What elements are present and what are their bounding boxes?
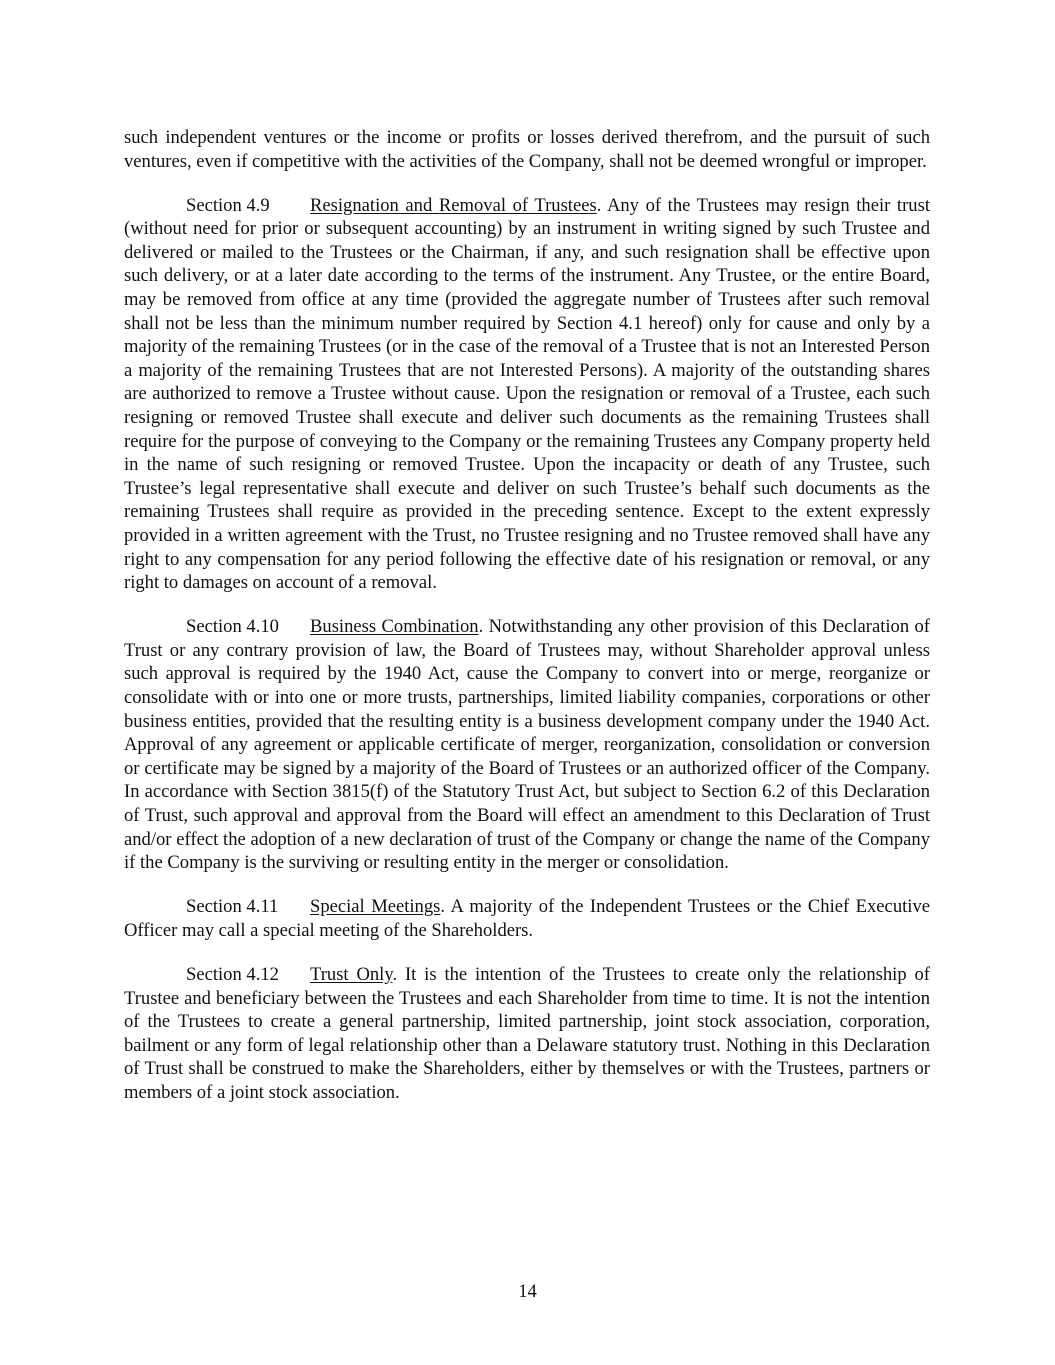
section-title: Special Meetings xyxy=(310,896,441,918)
section-body: . It is the intention of the Trustees to create only the relationship of Trustee and beneficiary between the Trustees and each Shareholder from time to time. It is not the intention of the Trustees to create a general partnership, limited partnership, joint stock association, corporation, bailment or any form of legal relationship other than a Delaware statutory trust. Nothing in this Declaration of Trust shall be construed to make the Shareholders, either by themselves or with the Trustees, partners or members of a joint stock association. xyxy=(124,964,930,1103)
section-body: . A majority of the Independent Trustees or the Chief Executive Officer may call a special meeting of the Shareholders. xyxy=(124,896,930,941)
section-4-10 xyxy=(124,615,930,875)
section-title: Business Combination xyxy=(310,616,479,638)
section-title: Trust Only xyxy=(310,964,393,985)
section-title: Resignation and Removal of Trustees xyxy=(310,194,597,216)
section-4-12 xyxy=(124,963,930,1105)
intro-paragraph: such independent ventures or the income or profits or losses derived therefrom, and the pursuit of such ventures, even if competitive with the activities of the Company, shall not be deemed wrongful or improper. xyxy=(124,127,930,172)
section-4-11 xyxy=(124,895,930,942)
document-page xyxy=(124,126,930,1125)
section-body: . Any of the Trustees may resign their trust (without need for prior or subsequent accounting) by an instrument in writing signed by such Trustee and delivered or mailed to the Trustees or the Chairman, if any, and such resignation shall be effective upon such delivery, or at a later date according to the terms of the instrument. Any Trustee, or the entire Board, may be removed from office at any time (provided the aggregate number of Trustees after such removal shall not be less than the minimum number required by Section 4.1 hereof) only for cause and only by a majority of the remaining Trustees (or in the case of the removal of a Trustee that is not an Interested Person a majority of the remaining Trustees that are not Interested Persons). A majority of the outstanding shares are authorized to remove a Trustee without cause. Upon the resignation or removal of a Trustee, each such resigning or removed Trustee shall execute and deliver such documents as the remaining Trustees shall require for the purpose of conveying to the Company or the remaining Trustees any Company property held in the name of such resigning or removed Trustee. Upon the incapacity or death of any Trustee, such Trustee’s legal representative shall execute and deliver on such Trustee’s behalf such documents as the remaining Trustees shall require as provided in the preceding sentence. Except to the extent expressly provided in a written agreement with the Trust, no Trustee resigning and no Trustee removed shall have any right to any compensation for any period following the effective date of his resignation or removal, or any right to damages on account of a removal. xyxy=(124,194,930,594)
section-number: Section 4.12 xyxy=(186,964,279,985)
section-number: Section 4.11 xyxy=(186,896,279,918)
section-number: Section 4.10 xyxy=(186,616,279,638)
page-number: 14 xyxy=(518,1281,537,1302)
section-body: . Notwithstanding any other provision of this Declaration of Trust or any contrary provision of law, the Board of Trustees may, without Shareholder approval unless such approval is required by the 1940 Act, cause the Company to convert into or merge, reorganize or consolidate with or into one or more trusts, partnerships, limited liability companies, corporations or other business entities, provided that the resulting entity is a business development company under the 1940 Act. Approval of any agreement or applicable certificate of merger, reorganization, consolidation or conversion or certificate may be signed by a majority of the Board of Trustees or an authorized officer of the Company. In accordance with Section 3815(f) of the Statutory Trust Act, but subject to Section 6.2 of this Declaration of Trust, such approval and approval from the Board will effect an amendment to this Declaration of Trust and/or effect the adoption of a new declaration of trust of the Company or change the name of the Company if the Company is the surviving or resulting entity in the merger or consolidation. xyxy=(124,616,930,874)
section-4-9 xyxy=(124,194,930,595)
section-number: Section 4.9 xyxy=(186,194,270,216)
